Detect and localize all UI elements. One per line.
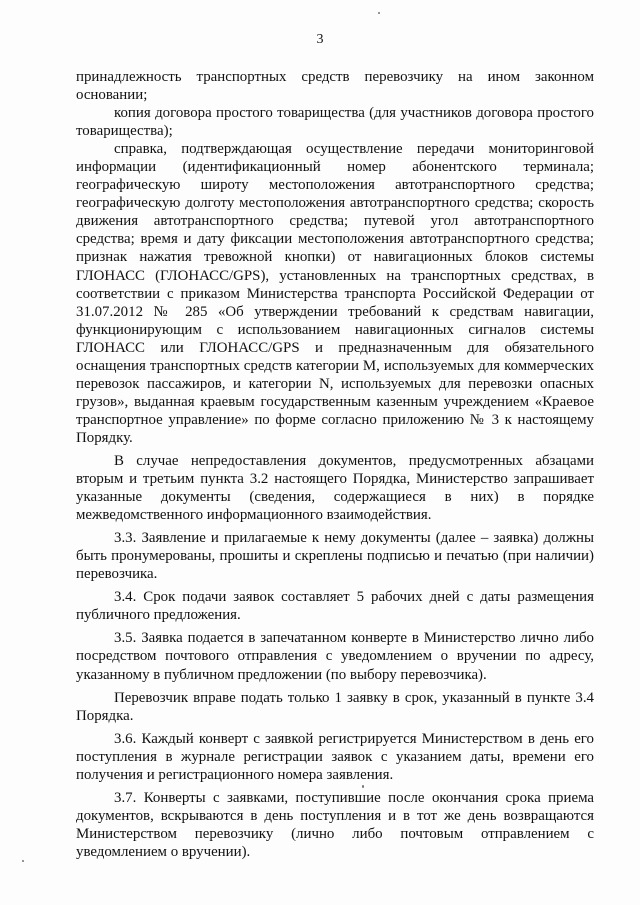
scan-speck — [362, 785, 364, 788]
paragraph-monitoring-certificate: справка, подтверждающая осуществление передачи мониторинговой информации (идентификационный номер абонентского терминала; географическую широту местоположения автотранспортного средства; географическую долготу местоположения автотранспортного средства; скорость движения автотранспортного средства; путевой угол автотранспортного средства; время и дату фиксации местоположения автотранспортного средства; признак нажатия тревожной кнопки) от навигационных блоков системы ГЛОНАСС (ГЛОНАСС/GPS), установленных на транспортных средствах, в соответствии с приказом Министерства транспорта Российской Федерации от 31.07.2012 № 285 «Об утверждении требований к средствам навигации, функционирующим с использованием навигационных сигналов системы ГЛОНАСС или ГЛОНАСС/GPS и предназначенным для обязательного оснащения транспортных средств категории М, используемых для коммерческих перевозок пассажиров, и категории N, используемых для перевозки опасных грузов», выданная краевым государственным казенным учреждением «Краевое транспортное управление» по форме согласно приложению № 3 к настоящему Порядку. — [76, 141, 594, 446]
scan-speck — [22, 860, 24, 862]
paragraph-3-6: 3.6. Каждый конверт с заявкой регистрируется Министерством в день его поступления в журнале регистрации заявок с указанием даты, времени его получения и регистрационного номера заявления. — [76, 730, 594, 783]
document-body — [76, 68, 594, 861]
paragraph-partnership-contract: копия договора простого товарищества (для участников договора простого товарищества); — [76, 105, 594, 140]
paragraph-single-application: Перевозчик вправе подать только 1 заявку в срок, указанный в пункте 3.4 Порядка. — [76, 689, 594, 724]
scan-speck — [378, 12, 380, 14]
paragraph-ownership-continuation: принадлежность транспортных средств перевозчику на ином законном основании; — [76, 69, 594, 104]
paragraph-3-7: 3.7. Конверты с заявками, поступившие после окончания срока приема документов, вскрываются в день поступления и в тот же день возвращаются Министерством перевозчику (лично либо почтовым отправлением с уведомлением о вручении). — [76, 789, 594, 860]
page-number: 3 — [316, 32, 324, 47]
paragraph-interdepartmental-request: В случае непредоставления документов, предусмотренных абзацами вторым и третьим пункта 3.2 настоящего Порядка, Министерство запрашивает указанные документы (сведения, содержащиеся в них) в порядке межведомственного информационного взаимодействия. — [76, 452, 594, 524]
paragraph-3-4: 3.4. Срок подачи заявок составляет 5 рабочих дней с даты размещения публичного предложения. — [76, 589, 594, 624]
paragraph-3-3: 3.3. Заявление и прилагаемые к нему документы (далее – заявка) должны быть пронумерованы, прошиты и скреплены подписью и печатью (при наличии) перевозчика. — [76, 530, 594, 583]
paragraph-3-5: 3.5. Заявка подается в запечатанном конверте в Министерство лично либо посредством почтового отправления с уведомлением о вручении по адресу, указанному в публичном предложении (по выбору перевозчика). — [76, 630, 594, 683]
